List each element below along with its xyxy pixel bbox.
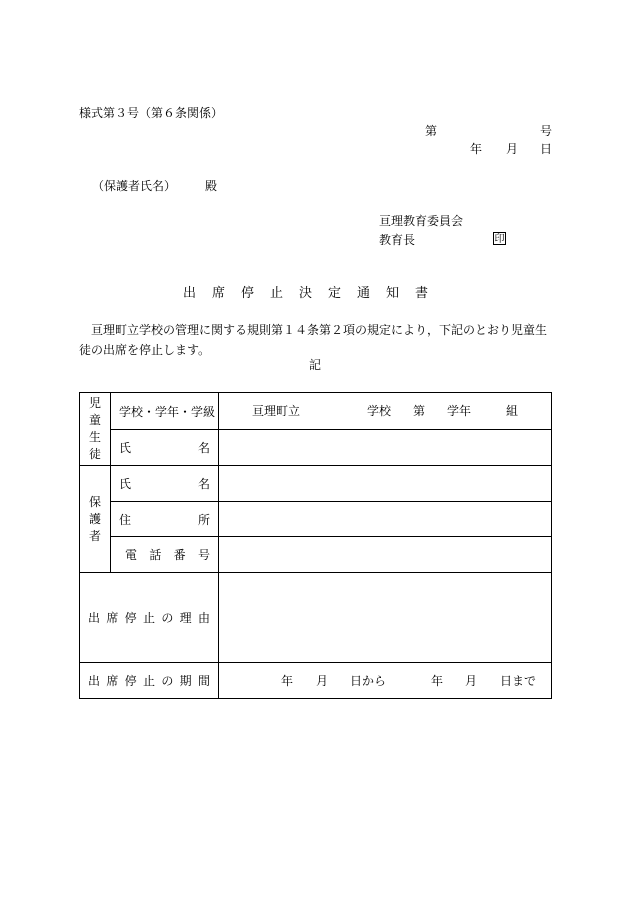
date-day: 日: [540, 142, 553, 156]
reason-value[interactable]: [219, 573, 552, 663]
period-start-day: 日から: [350, 673, 387, 688]
period-end-year: 年: [431, 673, 444, 688]
address-value[interactable]: [219, 502, 552, 537]
school-label-cell: [111, 393, 219, 430]
school-value-cell[interactable]: [219, 393, 552, 430]
guardian-name-label-cell: [111, 466, 219, 502]
school-town: 亘理町立: [252, 404, 301, 418]
issuer-title: 教育長: [379, 233, 416, 247]
form-number: 様式第３号（第６条関係）: [79, 106, 224, 120]
title-char: 出: [182, 286, 196, 301]
table-row: [80, 573, 552, 663]
title-char: 書: [414, 286, 428, 301]
doc-number-suffix: 号: [540, 124, 553, 138]
table-row: [80, 663, 552, 699]
guardian-name-label: 氏 名: [119, 477, 210, 491]
student-name-label-cell: [111, 430, 219, 466]
school-grade: 学年: [447, 404, 472, 418]
student-name-value[interactable]: [219, 430, 552, 466]
addressee-name: （保護者氏名）: [92, 179, 177, 193]
table-row: [80, 430, 552, 466]
address-label: 住 所: [119, 512, 210, 527]
reason-label-cell: [80, 573, 219, 663]
student-name-label: 氏 名: [119, 441, 210, 455]
title-char: 停: [240, 286, 254, 301]
school-school: 学校: [367, 404, 392, 418]
period-label: 出 席 停 止 の 期 間: [88, 674, 210, 688]
reason-label: 出 席 停 止 の 理 由: [88, 611, 210, 625]
table-row: [80, 466, 552, 502]
title-char: 止: [269, 286, 283, 301]
period-label-cell: [80, 663, 219, 699]
phone-value[interactable]: [219, 537, 552, 573]
document-title: [175, 287, 436, 300]
period-value[interactable]: [219, 663, 552, 699]
title-char: 定: [327, 286, 341, 301]
address-label-cell: [111, 502, 219, 537]
school-label: 学校・学年・学級: [119, 404, 216, 419]
issuer-organization: 亘理教育委員会: [379, 214, 464, 228]
student-group-label: 児 童 生 徒: [80, 393, 111, 466]
title-char: 決: [298, 286, 312, 301]
guardian-name-value[interactable]: [219, 466, 552, 502]
table-row: [80, 502, 552, 537]
notice-table: [79, 392, 552, 699]
phone-label: 電 話 番 号: [125, 548, 210, 562]
seal-icon: 印: [494, 234, 505, 245]
seal-mark: [493, 232, 506, 245]
table-row: [80, 537, 552, 573]
ki-label: 記: [309, 358, 322, 372]
period-start-year: 年: [281, 673, 294, 688]
table-row: [80, 393, 552, 430]
date-month: 月: [506, 142, 519, 156]
title-char: 通: [356, 286, 370, 301]
period-end-month: 月: [465, 673, 478, 688]
title-char: 席: [211, 286, 225, 301]
guardian-group-label: 保 護 者: [80, 466, 111, 573]
school-class: 組: [506, 404, 519, 418]
title-char: 知: [385, 286, 399, 301]
body-paragraph: 亘理町立学校の管理に関する規則第１４条第２項の規定により，下記のとおり児童生徒の出席を停止します。: [79, 323, 548, 357]
school-dai: 第: [413, 404, 426, 418]
doc-number-prefix: 第: [425, 124, 438, 138]
period-end-day: 日まで: [500, 673, 537, 688]
period-start-month: 月: [316, 673, 329, 688]
date-year: 年: [470, 142, 483, 156]
honorific: 殿: [205, 179, 218, 193]
phone-label-cell: [111, 537, 219, 573]
